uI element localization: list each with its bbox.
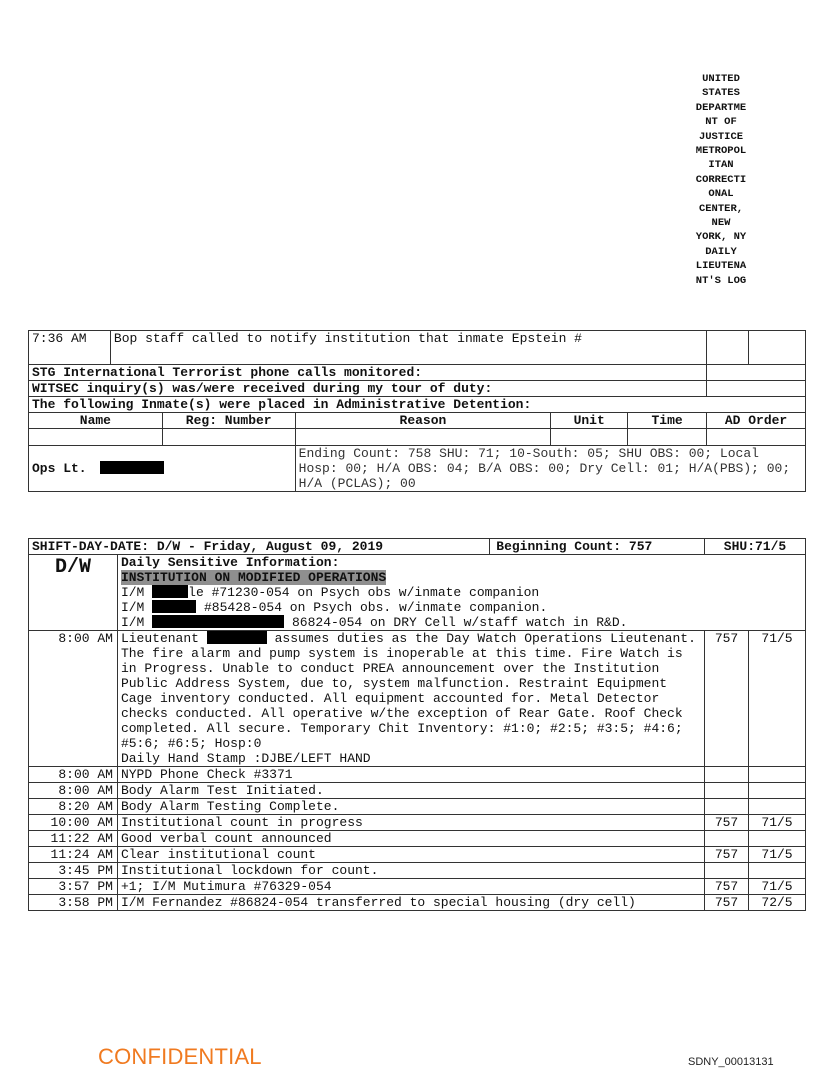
entry-count: [705, 831, 749, 847]
witsec-value: [707, 381, 806, 397]
heading-line: NT'S LOG: [695, 274, 747, 287]
empty-cell: [29, 429, 163, 446]
heading-line: LIEUTENA: [695, 260, 747, 273]
entry-count: 757: [705, 815, 749, 831]
entry-time: 3:57 PM: [29, 879, 118, 895]
admin-row: The following Inmate(s) were placed in Administrative Detention:: [29, 397, 806, 413]
entry-time: 11:22 AM: [29, 831, 118, 847]
im-text: le #71230-054 on Psych obs w/inmate companion: [188, 585, 540, 600]
beginning-count: Beginning Count: 757: [490, 539, 705, 555]
entry-count: [705, 767, 749, 783]
table-row: [29, 895, 806, 911]
entry-time: 7:36 AM: [29, 331, 111, 365]
im-text: 86824-054 on DRY Cell w/staff watch in R&D.: [291, 615, 628, 630]
table-row: [29, 831, 806, 847]
entry-time: 10:00 AM: [29, 815, 118, 831]
redaction-box: [152, 615, 284, 628]
sensitive-line: [121, 615, 802, 630]
redaction-box: [100, 461, 164, 474]
stg-value: [707, 365, 806, 381]
dw-label: D/W: [29, 555, 118, 631]
ops-lt-label: Ops Lt.: [32, 461, 87, 476]
col-time: Time: [628, 413, 707, 429]
col-reg-number: Reg: Number: [162, 413, 295, 429]
table-row: [29, 783, 806, 799]
lt-suffix: assumes duties as the Day Watch Operations: [274, 631, 603, 646]
entry-text: [117, 631, 704, 767]
entry-text: Body Alarm Testing Complete.: [117, 799, 704, 815]
entry-shu: [749, 799, 806, 815]
heading-line: ITAN: [708, 159, 734, 172]
stg-row: STG International Terrorist phone calls monitored:: [29, 365, 707, 381]
table-row: [29, 815, 806, 831]
bates-number: SDNY_00013131: [688, 1056, 774, 1068]
heading-line: UNITED: [702, 73, 740, 85]
entry-time: 8:00 AM: [29, 783, 118, 799]
entry-time: 3:45 PM: [29, 863, 118, 879]
col-name: Name: [29, 413, 163, 429]
sensitive-line: [121, 585, 802, 600]
col-reason: Reason: [295, 413, 551, 429]
entry-text: Body Alarm Test Initiated.: [117, 783, 704, 799]
entry-text: I/M Fernandez #86824-054 transferred to special housing (dry cell): [117, 895, 704, 911]
table-row: [29, 847, 806, 863]
confidential-stamp: CONFIDENTIAL: [98, 1044, 262, 1069]
entry-count: 757: [705, 847, 749, 863]
lt-prefix: Lieutenant: [120, 631, 199, 646]
entry-count: [705, 799, 749, 815]
count-cell: [707, 331, 749, 365]
table-row: [29, 767, 806, 783]
entry-text: Institutional lockdown for count.: [117, 863, 704, 879]
hand-stamp: Daily Hand Stamp :DJBE/LEFT HAND: [120, 751, 371, 766]
entry-shu: 71/5: [749, 847, 806, 863]
redaction-box: [207, 631, 267, 644]
heading-line: METROPOL: [695, 145, 747, 158]
entry-shu: 71/5: [749, 879, 806, 895]
sensitive-title: Daily Sensitive Information:: [120, 555, 340, 570]
empty-cell: [551, 429, 628, 446]
log-heading: [676, 72, 766, 288]
entry-shu: [749, 831, 806, 847]
table-row: [29, 799, 806, 815]
table-row: [29, 879, 806, 895]
entry-shu: [749, 783, 806, 799]
heading-line: NEW: [711, 217, 731, 230]
daily-log-table: [28, 538, 806, 911]
entry-text: NYPD Phone Check #3371: [117, 767, 704, 783]
im-prefix: I/M: [120, 600, 145, 615]
entry-time: 8:00 AM: [29, 631, 118, 767]
heading-line: NT OF: [705, 116, 737, 129]
entry-count: [705, 863, 749, 879]
entry-count: 757: [705, 895, 749, 911]
empty-cell: [162, 429, 295, 446]
witsec-row: WITSEC inquiry(s) was/were received during my tour of duty:: [29, 381, 707, 397]
admin-detention-table: [28, 330, 806, 492]
heading-line: YORK, NY: [695, 231, 747, 244]
table-row: [29, 863, 806, 879]
entry-text: Institutional count in progress: [117, 815, 704, 831]
sensitive-info: [117, 555, 805, 631]
heading-line: CORRECTI: [695, 173, 747, 186]
im-prefix: I/M: [120, 615, 145, 630]
empty-cell: [707, 429, 806, 446]
entry-time: 8:20 AM: [29, 799, 118, 815]
entry-time: 3:58 PM: [29, 895, 118, 911]
entry-shu: [749, 767, 806, 783]
sensitive-line: [121, 600, 802, 615]
entry-shu: [749, 863, 806, 879]
ending-count: Ending Count: 758 SHU: 71; 10-South: 05; SHU OBS: 00; Local Hosp: 00; H/A OBS: 04; B/A OBS: 00; Dry Cell: 01; H/A(PBS); 00; H/A (PCLAS); 00: [295, 446, 805, 492]
entry-time: 8:00 AM: [29, 767, 118, 783]
entry-time: 11:24 AM: [29, 847, 118, 863]
shift-day-date: SHIFT-DAY-DATE: D/W - Friday, August 09, 2019: [29, 539, 490, 555]
heading-line: STATES: [702, 87, 740, 100]
entry-body: Lieutenant. The fire alarm and pump system is inoperable at this time. Fire Watch is in Progress. Unable to conduct PREA announcement over the Institution Public Address System, due to, system malfunction. Restraint Equipment Cage inventory conducted. All equipment accounted for. Metal Detector checks conducted. All operative w/the exception of Rear Gate. Roof Check completed. All secure. Temporary Chit Inventory: #1:0; #2:5; #3:5; #4:6; #5:6; #6:5; Hosp:0: [120, 631, 696, 751]
empty-cell: [628, 429, 707, 446]
entry-count: 757: [705, 879, 749, 895]
heading-line: ONAL: [708, 188, 734, 201]
modified-operations: INSTITUTION ON MODIFIED OPERATIONS: [120, 570, 387, 585]
entry-text: Bop staff called to notify institution that inmate Epstein #: [110, 331, 706, 365]
entry-text: Good verbal count announced: [117, 831, 704, 847]
redaction-box: [152, 600, 196, 613]
heading-line: JUSTICE: [698, 130, 744, 143]
entry-shu: 72/5: [749, 895, 806, 911]
entry-shu: 71/5: [749, 631, 806, 767]
heading-line: DEPARTME: [695, 101, 747, 114]
entry-text: +1; I/M Mutimura #76329-054: [117, 879, 704, 895]
col-unit: Unit: [551, 413, 628, 429]
beginning-shu: SHU:71/5: [705, 539, 806, 555]
redaction-box: [152, 585, 188, 598]
heading-line: CENTER,: [698, 202, 744, 215]
im-text: #85428-054 on Psych obs. w/inmate companion.: [203, 600, 548, 615]
col-ad-order: AD Order: [707, 413, 806, 429]
entry-count: 757: [705, 631, 749, 767]
shu-cell: [749, 331, 806, 365]
ops-lt-cell: [29, 446, 296, 492]
empty-cell: [295, 429, 551, 446]
entry-shu: 71/5: [749, 815, 806, 831]
im-prefix: I/M: [120, 585, 145, 600]
heading-line: DAILY: [705, 245, 737, 258]
entry-count: [705, 783, 749, 799]
entry-text: Clear institutional count: [117, 847, 704, 863]
